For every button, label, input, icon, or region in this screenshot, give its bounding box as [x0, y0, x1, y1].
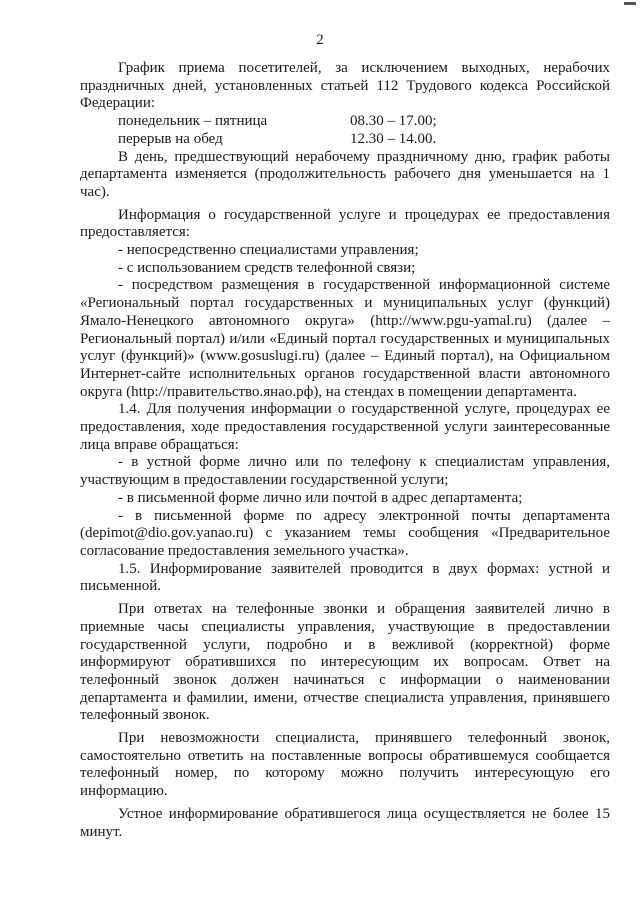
info-item: - непосредственно специалистами управления;	[118, 242, 419, 259]
section-1-5: 1.5. Информирование заявителей проводится в двух формах: устной и письменной.	[80, 560, 610, 595]
schedule-label: понедельник – пятница	[118, 113, 268, 130]
schedule-row-weekdays	[80, 113, 610, 131]
section-1-4-item: - в письменной форме лично или почтой в адрес департамента;	[118, 489, 523, 506]
schedule-time: 12.30 – 14.00.	[350, 130, 437, 147]
calls-paragraph: При ответах на телефонные звонки и обращения заявителей лично в приемные часы специалисты управления, участвующие в предоставлении государственной услуги, подробно и в вежливой (корректной) форме информируют обратившихся по интересующим их вопросам. Ответ на телефонный звонок должен начинаться с информации о наименовании департамента и фамилии, имени, отчестве специалиста управления, принявшего телефонный звонок.	[80, 601, 610, 724]
schedule-time: 08.30 – 17.00;	[350, 113, 437, 130]
info-item: - посредством размещения в государственной информационной системе «Региональный портал государственных и муниципальных услуг (функций) Ямало-Ненецкого автономного округа» (http://www.pgu-yamal.ru) (далее – Региональный портал) и/или «Единый портал государственных и муниципальных услуг (функций)» (www.gosuslugi.ru) (далее – Единый портал), на Официальном Интернет-сайте исполнительных органов государственной власти автономного округа (http://правительство.янао.рф), на стендах в помещении департамента.	[80, 277, 610, 400]
section-1-4-item: - в письменной форме по адресу электронной почты департамента (depimot@dio.gov.yanao.ru) с указанием темы сообщения «Предварительное согласование предоставления земельного участка».	[80, 507, 610, 559]
section-1-4-item: - в устной форме лично или по телефону к специалистам управления, участвующим в предоставлении государственной услуги;	[80, 454, 610, 489]
oral-paragraph: Устное информирование обратившегося лица осуществляется не более 15 минут.	[80, 805, 610, 840]
info-intro: Информация о государственной услуге и процедурах ее предоставления предоставляется:	[80, 206, 610, 241]
impossible-paragraph: При невозможности специалиста, принявшего телефонный звонок, самостоятельно ответить на поставленные вопросы обратившемуся сообщается телефонный номер, по которому можно получить интересующую его информацию.	[80, 730, 610, 800]
pre-holiday-paragraph: В день, предшествующий нерабочему праздничному дню, график работы департамента изменяется (продолжительность рабочего дня уменьшается на 1 час).	[80, 148, 610, 200]
info-item: - с использованием средств телефонной связи;	[118, 259, 416, 276]
scan-mark	[624, 2, 636, 5]
schedule-intro: График приема посетителей, за исключением выходных, нерабочих праздничных дней, установленных статьей 112 Трудового кодекса Российской Федерации:	[80, 60, 610, 112]
schedule-row-lunch	[80, 131, 610, 149]
schedule-label: перерыв на обед	[118, 130, 223, 147]
page-number: 2	[316, 32, 324, 48]
section-1-4: 1.4. Для получения информации о государственной услуге, процедурах ее предоставления, ходе предоставления государственной услуги заинтересованные лица вправе обращаться:	[80, 401, 610, 453]
document-body	[80, 60, 610, 841]
